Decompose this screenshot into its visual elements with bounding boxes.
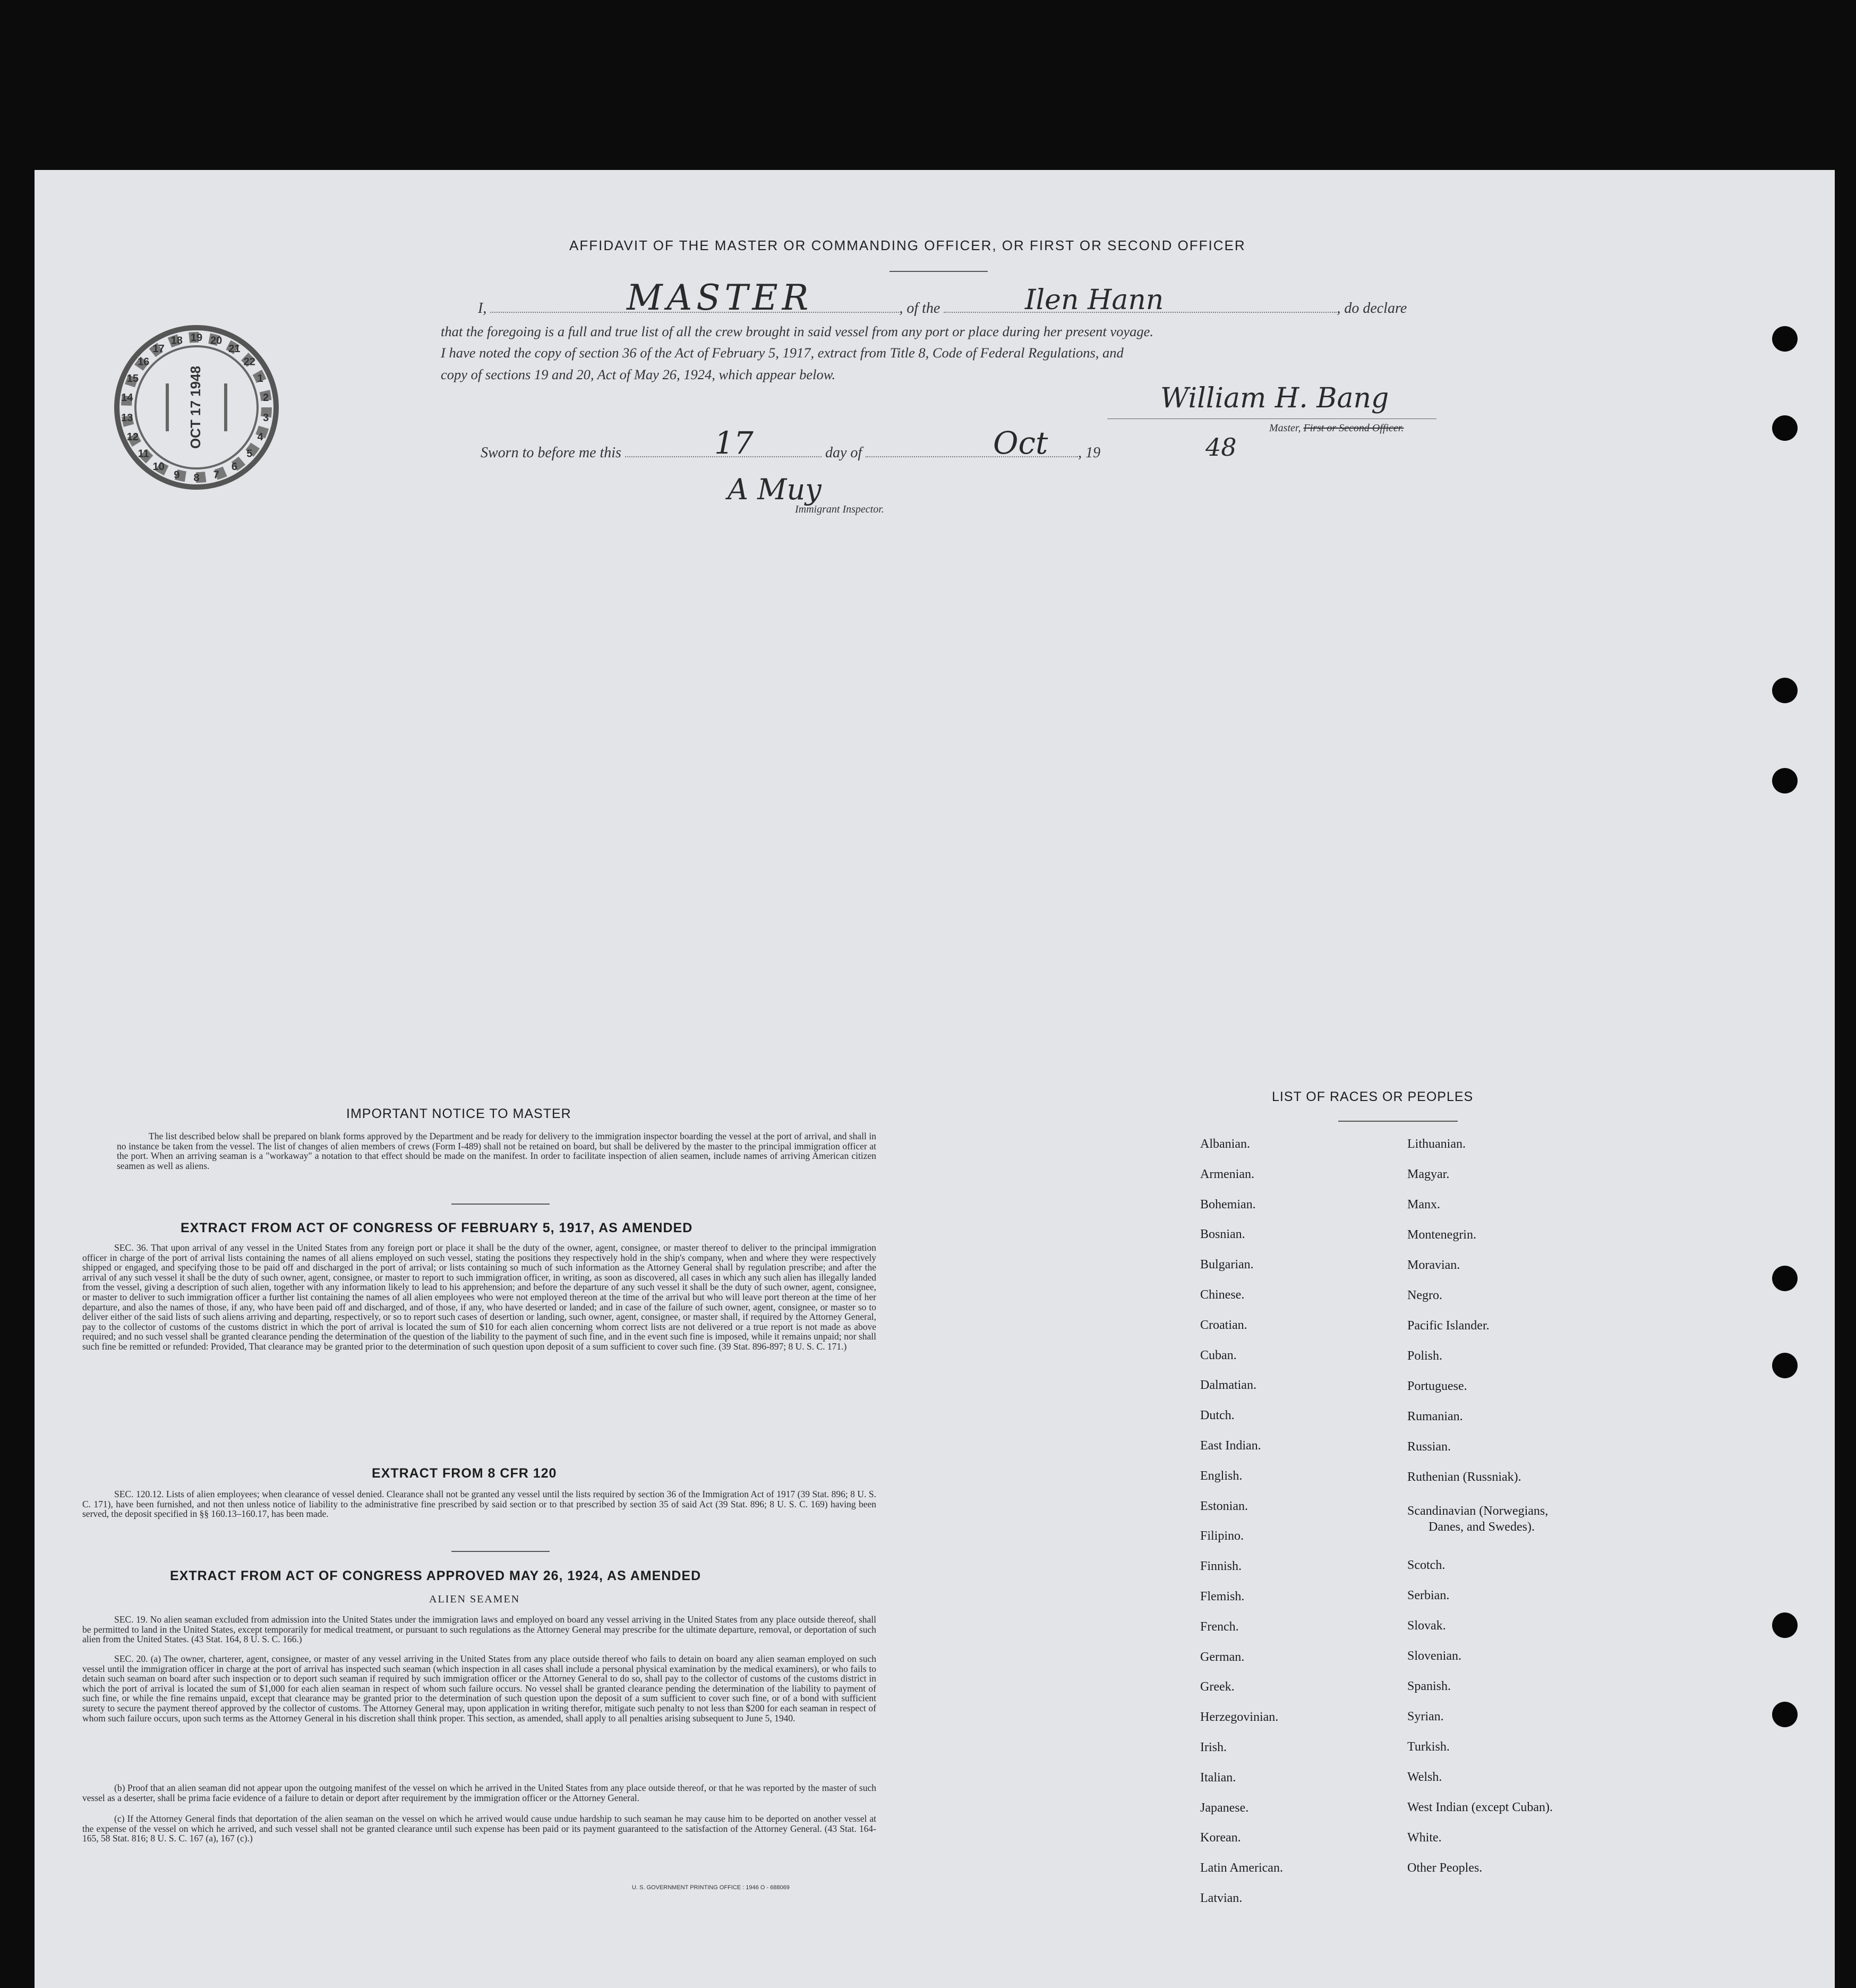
struck-officer-label: First or Second Officer. xyxy=(1303,422,1404,434)
race-item: Bohemian. xyxy=(1200,1197,1256,1211)
race-item: Polish. xyxy=(1407,1349,1443,1363)
race-item: Japanese. xyxy=(1200,1801,1249,1815)
race-item: Lithuanian. xyxy=(1407,1137,1466,1151)
inspection-stamp xyxy=(109,320,284,495)
race-item: Negro. xyxy=(1407,1289,1442,1302)
stamp-ring-number: 13 xyxy=(121,412,133,424)
race-item: Spanish. xyxy=(1407,1679,1451,1693)
race-item: Pacific Islander. xyxy=(1407,1319,1490,1333)
punch-hole xyxy=(1772,1702,1798,1727)
punch-hole xyxy=(1772,415,1798,441)
punch-hole xyxy=(1772,1612,1798,1638)
race-item: Estonian. xyxy=(1200,1499,1248,1513)
title-divider xyxy=(889,271,988,272)
race-item: White. xyxy=(1407,1831,1442,1845)
extract-1917-heading: EXTRACT FROM ACT OF CONGRESS OF FEBRUARY 5, 1917, AS AMENDED xyxy=(181,1221,693,1235)
master-label: Master, xyxy=(1269,422,1304,434)
stamp-ring-number: 20 xyxy=(210,335,223,347)
race-item: Turkish. xyxy=(1407,1740,1450,1754)
race-item: Korean. xyxy=(1200,1831,1241,1845)
race-item: East Indian. xyxy=(1200,1439,1261,1453)
inspector-signature: A Muy xyxy=(728,473,822,506)
race-item: Croatian. xyxy=(1200,1318,1247,1332)
stamp-ring-number: 16 xyxy=(138,356,150,368)
stamp-ring-number: 5 xyxy=(246,448,253,460)
race-item: Magyar. xyxy=(1407,1167,1450,1181)
notice-divider xyxy=(451,1204,550,1205)
stamp-date: OCT 17 1948 xyxy=(187,365,203,449)
stamp-ring-number: 1 xyxy=(257,373,263,385)
affidavit-line1 xyxy=(478,297,1407,320)
stamp-ring-number: 17 xyxy=(152,343,165,355)
race-item: Serbian. xyxy=(1407,1589,1450,1602)
race-item: Filipino. xyxy=(1200,1529,1244,1543)
race-item: German. xyxy=(1200,1650,1245,1664)
race-item: Irish. xyxy=(1200,1740,1227,1754)
race-item: Ruthenian (Russniak). xyxy=(1407,1470,1521,1484)
races-heading: LIST OF RACES OR PEOPLES xyxy=(1272,1089,1474,1104)
race-item: Latvian. xyxy=(1200,1891,1243,1905)
extract-1924-sec20c: (c) If the Attorney General finds that deportation of the alien seaman on the vessel on which he arrived would cause undue hardship to such seaman he may cause him to be deported on another vessel at the expense of the vessel on which he arrived, and such vessel shall not be granted clearance until such expense has been paid or its payment guaranteed to the satisfaction of the Attorney General. (43 Stat. 164-165, 58 Stat. 816; 8 U. S. C. 167 (a), 167 (c).) xyxy=(82,1813,876,1844)
stamp-ring-number: 10 xyxy=(152,461,165,473)
race-item: Slovak. xyxy=(1407,1619,1446,1633)
stamp-ring-number: 7 xyxy=(213,469,219,481)
stamp-ring-number: 14 xyxy=(121,392,133,404)
race-item: Moravian. xyxy=(1407,1258,1460,1272)
stamp-ring-number: 12 xyxy=(126,431,139,443)
extract-1924-heading: EXTRACT FROM ACT OF CONGRESS APPROVED MAY 26, 1924, AS AMENDED xyxy=(170,1568,702,1583)
race-item: Italian. xyxy=(1200,1770,1236,1785)
race-item: Montenegrin. xyxy=(1407,1228,1476,1242)
race-item: Bosnian. xyxy=(1200,1227,1245,1242)
race-item: Bulgarian. xyxy=(1200,1258,1254,1272)
punch-hole xyxy=(1772,678,1798,703)
officer-title-handwriting: MASTER xyxy=(627,277,813,318)
do-declare-label: , do declare xyxy=(1337,300,1407,317)
race-item: Latin American. xyxy=(1200,1861,1283,1875)
race-item: Manx. xyxy=(1407,1198,1440,1211)
sworn-label: Sworn to before me this xyxy=(481,445,621,461)
stamp-ring-number: 2 xyxy=(263,392,269,404)
affidavit-line3: I have noted the copy of section 36 of the Act of February 5, 1917, extract from Title 8, Code of Federal Regulations, and xyxy=(441,345,1124,361)
of-the-label: , of the xyxy=(899,300,940,317)
affidavit-line4: copy of sections 19 and 20, Act of May 26, 1924, which appear below. xyxy=(441,366,836,382)
race-item: French. xyxy=(1200,1619,1239,1634)
race-item: Welsh. xyxy=(1407,1770,1442,1784)
inspector-caption: Immigrant Inspector. xyxy=(795,504,884,515)
race-item: Herzegovinian. xyxy=(1200,1710,1279,1725)
race-item: Chinese. xyxy=(1200,1288,1245,1302)
affidavit-title: AFFIDAVIT OF THE MASTER OR COMMANDING OFFICER, OR FIRST OR SECOND OFFICER xyxy=(569,237,1246,253)
race-item: Portuguese. xyxy=(1407,1379,1467,1393)
master-caption xyxy=(1269,422,1404,434)
race-item: Dalmatian. xyxy=(1200,1378,1256,1393)
race-item: English. xyxy=(1200,1469,1243,1483)
race-item: Armenian. xyxy=(1200,1167,1254,1181)
race-item: Greek. xyxy=(1200,1680,1235,1694)
stamp-ring-number: 21 xyxy=(228,343,241,355)
extract-1924-sec20b: (b) Proof that an alien seaman did not appear upon the outgoing manifest of the vessel on which he arrived in the United States from any place outside thereof, or that he was reported by the master of such vessel as a deserter, shall be prima facie evidence of a failure to detain or deport after requirement by the immigration officer or the Attorney General. xyxy=(82,1782,876,1803)
punch-hole xyxy=(1772,768,1798,794)
stamp-ring-number: 6 xyxy=(231,461,237,473)
race-item: Cuban. xyxy=(1200,1348,1237,1362)
race-item: Other Peoples. xyxy=(1407,1861,1483,1875)
day-of-label: day of xyxy=(825,445,862,461)
race-item: West Indian (except Cuban). xyxy=(1407,1801,1553,1814)
race-item: Albanian. xyxy=(1200,1137,1250,1151)
punch-hole xyxy=(1772,1353,1798,1378)
alien-seamen-subheading: ALIEN SEAMEN xyxy=(429,1593,520,1605)
stamp-ring-number: 4 xyxy=(257,431,263,443)
stamp-ring-number: 19 xyxy=(190,332,203,344)
extract-1917-text: SEC. 36. That upon arrival of any vessel in the United States from any foreign port or place it shall be the duty of the owner, agent, consignee, or master thereof to deliver to the principal immigration officer in charge of the port of arrival lists containing the names of all aliens employed on such vessel, stating the positions they respectively hold in the ship's company, when and where they were respectively shipped or engaged, and specifying those to be paid off and discharged in the port of arrival; or lists containing so much of such information as the Attorney General shall by regulation prescribe; and after the arrival of any such vessel it shall be the duty of such owner, agent, consignee, or master to report to such immigration officer, in writing, as soon as discovered, all cases in which any such alien has illegally landed from the vessel, giving a description of such alien, together with any information likely to lead to his apprehension; and before the departure of any such vessel it shall be the duty of such owner, agent, consignee, or master to deliver to such immigration officer a further list containing the names of all alien employees who were not employed thereon at the time of the arrival but who will leave port thereon at the time of her departure, and also the names of those, if any, who have been paid off and discharged, and of those, if any, who have deserted or landed; and in case of the failure of such owner, agent, consignee, or master so to deliver either of the said lists of such aliens arriving and departing, respectively, or so to report such cases of desertion or landing, such owner, agent, consignee, or master shall, if required by the Attorney General, pay to the collector of customs of the customs district in which the port of arrival is located the sum of $10 for each alien concerning whom correct lists are not delivered or a true report is not made as above required; and no such vessel shall be granted clearance pending the determination of the question of the liability to the payment of such fine, and in the event such fine is imposed, while it remains unpaid; nor shall such fine be remitted or refunded: Provided, That clearance may be granted prior to the determination of such question upon deposit of a sum sufficient to cover such fine. (39 Stat. 896-897; 8 U. S. C. 171.) xyxy=(82,1242,876,1352)
stamp-ring-number: 15 xyxy=(126,373,139,385)
race-item: Slovenian. xyxy=(1407,1649,1461,1663)
races-divider xyxy=(1338,1121,1458,1122)
master-signature: William H. Bang xyxy=(1160,382,1389,414)
extract-1924-sec20a: SEC. 20. (a) The owner, charterer, agent, consignee, or master of any vessel arriving in the United States from any place outside thereof who fails to detain on board any alien seaman employed on such vessel until the immigration officer in charge at the port of arrival has inspected such seaman (which inspection in all cases shall include a personal physical examination by the medical examiners), or who fails to detain such seaman on board after such inspection or to deport such seaman if required by such immigration officer or the Attorney General to do so, shall pay to the collector of customs of the customs district in which the port of arrival is located the sum of $1,000 for each alien seaman in respect of whom such failure occurs. No vessel shall be granted clearance pending the determination of the liability to payment of such fine, or while the fine remains unpaid, except that clearance may be granted prior to the determination of such question upon the deposit of a sum sufficient to cover such fine, or of a bond with sufficient surety to secure the payment thereof approved by the collector of customs. The Attorney General may, upon application in writing therefor, mitigate such penalty to not less than $200 for each seaman in respect of whom such failure occurs, upon such terms as the Attorney General in his discretion shall think proper. This section, as amended, shall apply to all penalties arising subsequent to June 5, 1940. xyxy=(82,1653,876,1723)
notice-heading: IMPORTANT NOTICE TO MASTER xyxy=(346,1106,571,1121)
affidavit-line2: that the foregoing is a full and true list of all the crew brought in said vessel from any port or place during her present voyage. xyxy=(441,323,1154,339)
cfr-heading: EXTRACT FROM 8 CFR 120 xyxy=(372,1466,557,1481)
extract-1924-sec19: SEC. 19. No alien seaman excluded from admission into the United States under the immigration laws and employed on board any vessel arriving in the United States from any place outside thereof, shall be permitted to land in the United States, except temporarily for medical treatment, or pursuant to such regulations as the Attorney General may prescribe for the ultimate departure, removal, or deportation of such alien from the United States. (43 Stat. 164, 8 U. S. C. 166.) xyxy=(82,1614,876,1645)
race-item: Dutch. xyxy=(1200,1409,1235,1423)
month-handwriting: Oct xyxy=(993,425,1048,461)
stamp-ring-number: 18 xyxy=(170,335,183,347)
stamp-ring-number: 8 xyxy=(193,472,200,484)
race-item: Scandinavian (Norwegians, xyxy=(1407,1504,1549,1518)
vessel-name-handwriting: Ilen Hann xyxy=(1025,284,1164,316)
stamp-ring-number: 11 xyxy=(138,448,149,460)
cfr-divider xyxy=(451,1551,550,1552)
race-item: Danes, and Swedes). xyxy=(1429,1520,1535,1534)
punch-hole xyxy=(1772,1266,1798,1291)
race-item: Syrian. xyxy=(1407,1710,1444,1723)
stamp-ring-number: 9 xyxy=(174,469,180,481)
race-item: Scotch. xyxy=(1407,1558,1446,1572)
i-label: I, xyxy=(478,300,487,317)
race-item: Rumanian. xyxy=(1407,1410,1463,1423)
notice-text: The list described below shall be prepared on blank forms approved by the Department and be ready for delivery to the immigration inspector boarding the vessel at the port of arrival, and shall in no instance be taken from the vessel. The list of changes of alien members of crews (Form I-489) shall not be retained on board, but shall be delivered by the master to the principal immigration officer at the port. When an arriving seaman is a "workaway" a notation to that effect should be made on the manifest. In order to facilitate inspection of alien seamen, include names of arriving American citizen seamen as well as aliens. xyxy=(117,1131,876,1171)
year-prefix: , 19 xyxy=(1078,445,1101,461)
punch-hole xyxy=(1772,326,1798,352)
printer-credit: U. S. GOVERNMENT PRINTING OFFICE : 1946 O - 688069 xyxy=(632,1884,790,1891)
year-handwriting: 48 xyxy=(1205,433,1237,462)
stamp-ring-number: 3 xyxy=(263,412,269,424)
race-item: Finnish. xyxy=(1200,1559,1242,1574)
race-item: Flemish. xyxy=(1200,1590,1245,1603)
race-item: Russian. xyxy=(1407,1440,1451,1454)
day-handwriting: 17 xyxy=(714,425,754,461)
cfr-text: SEC. 120.12. Lists of alien employees; when clearance of vessel denied. Clearance shall not be granted any vessel until the lists required by section 36 of the Immigration Act of 1917 (39 Stat. 896; 8 U. S. C. 171), have been furnished, and not then unless notice of liability to the administrative fine prescribed by said section or to that prescribed by section 35 of said Act (39 Stat. 896; 8 U. S. C. 169) having been served, the deposit specified in §§ 160.13–160.17, has been made. xyxy=(82,1489,876,1520)
stamp-ring-number: 22 xyxy=(243,356,255,368)
